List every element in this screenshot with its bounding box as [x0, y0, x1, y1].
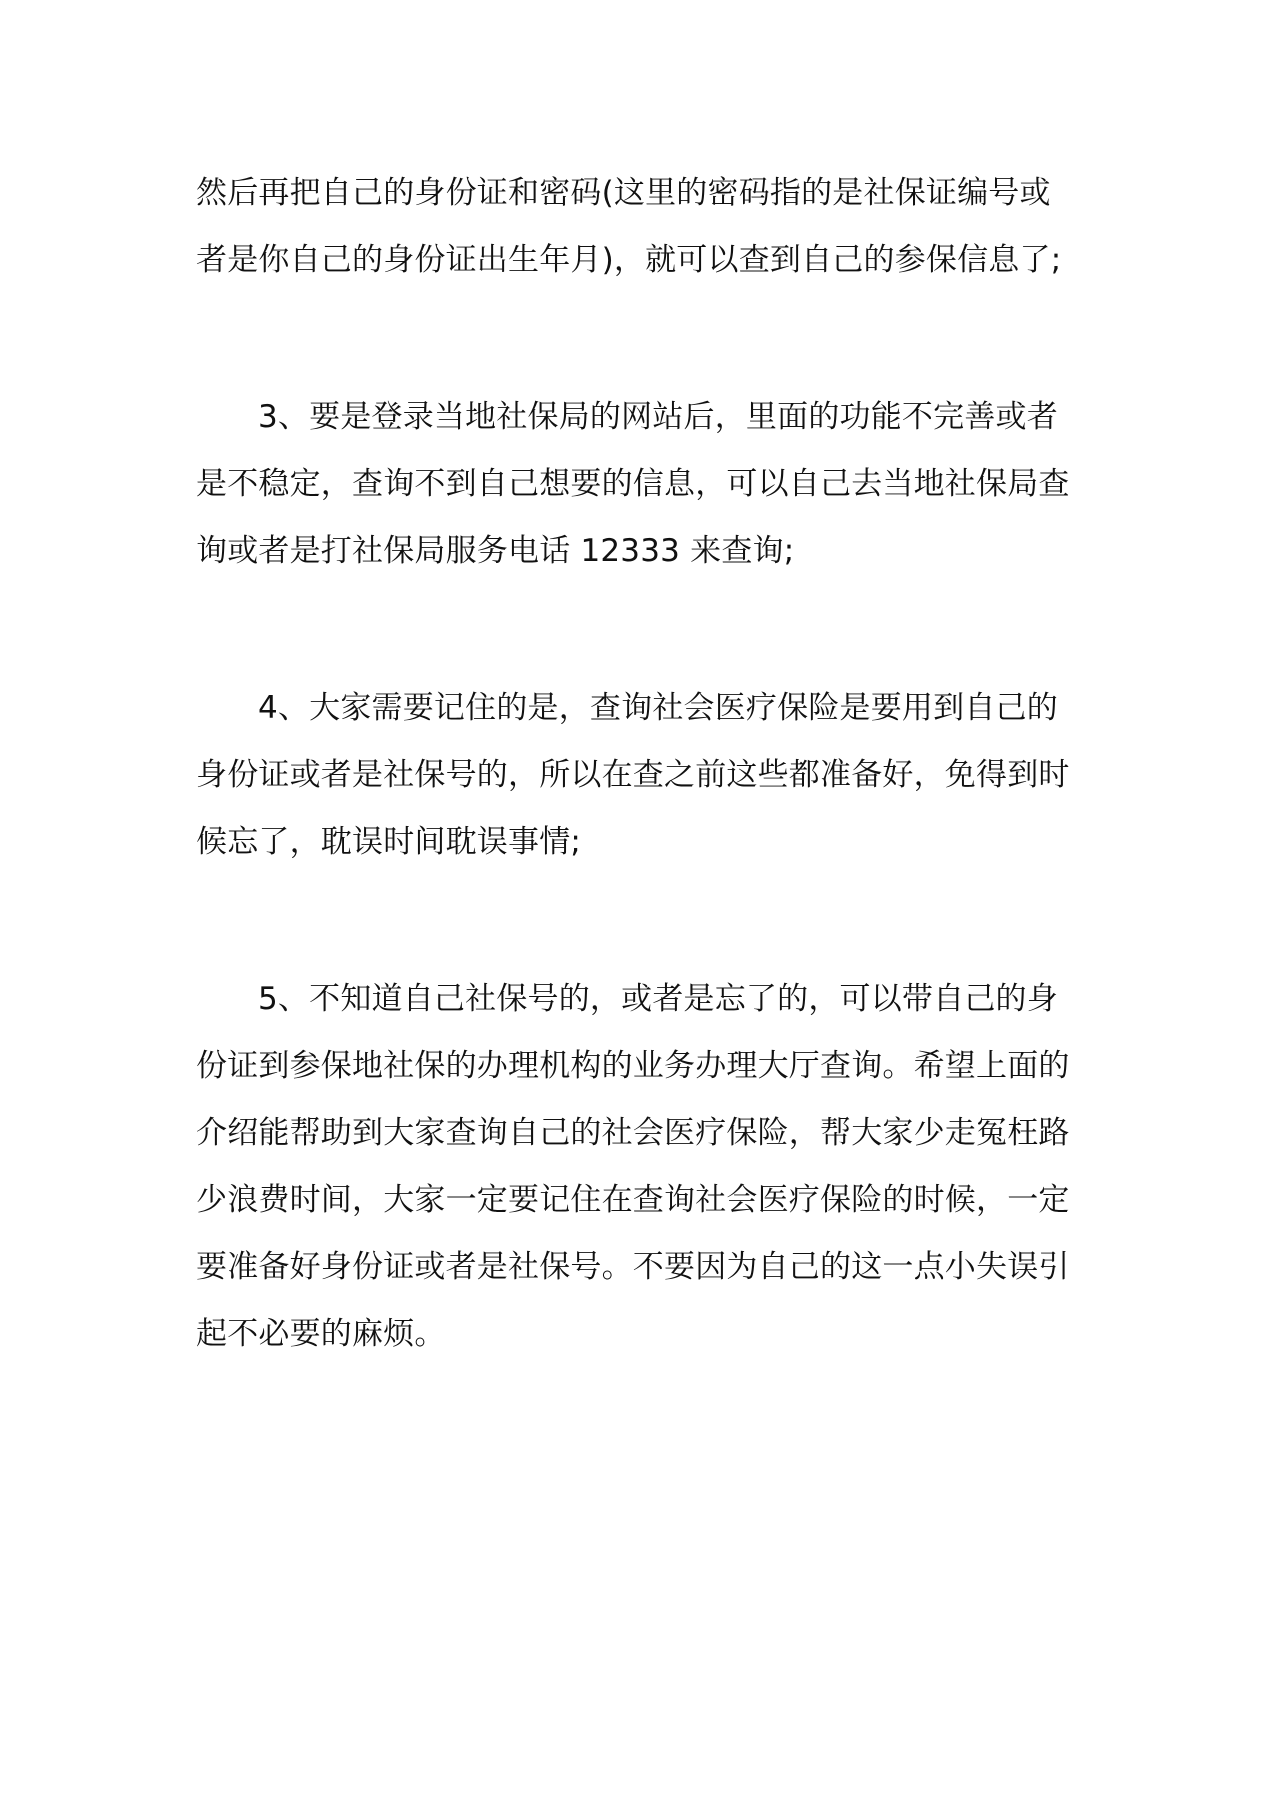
paragraph-line: 是不稳定，查询不到自己想要的信息，可以自己去当地社保局查 [196, 466, 1070, 502]
paragraph-3 [196, 675, 1092, 876]
paragraph-line: 份证到参保地社保的办理机构的业务办理大厅查询。希望上面的 [196, 1048, 1070, 1084]
paragraph-1 [196, 160, 1092, 294]
paragraph-line: 要准备好身份证或者是社保号。不要因为自己的这一点小失误引 [196, 1249, 1070, 1285]
document-page [196, 160, 1092, 1368]
paragraph-line: 介绍能帮助到大家查询自己的社会医疗保险，帮大家少走冤枉路 [196, 1115, 1070, 1151]
paragraph-line: 起不必要的麻烦。 [196, 1316, 446, 1352]
paragraph-line: 候忘了，耽误时间耽误事情; [196, 824, 582, 860]
paragraph-line: 身份证或者是社保号的，所以在查之前这些都准备好，免得到时 [196, 757, 1070, 793]
paragraph-2 [196, 384, 1092, 585]
paragraph-line: 3、要是登录当地社保局的网站后，里面的功能不完善或者 [258, 399, 1058, 435]
paragraph-line: 4、大家需要记住的是，查询社会医疗保险是要用到自己的 [258, 690, 1058, 726]
paragraph-line: 者是你自己的身份证出生年月)，就可以查到自己的参保信息了; [196, 242, 1062, 278]
paragraph-line: 少浪费时间，大家一定要记住在查询社会医疗保险的时候，一定 [196, 1182, 1070, 1218]
paragraph-4 [196, 966, 1092, 1368]
paragraph-line: 询或者是打社保局服务电话 12333 来查询; [196, 533, 795, 569]
paragraph-line: 然后再把自己的身份证和密码(这里的密码指的是社保证编号或 [196, 175, 1051, 211]
paragraph-line: 5、不知道自己社保号的，或者是忘了的，可以带自己的身 [258, 981, 1058, 1017]
